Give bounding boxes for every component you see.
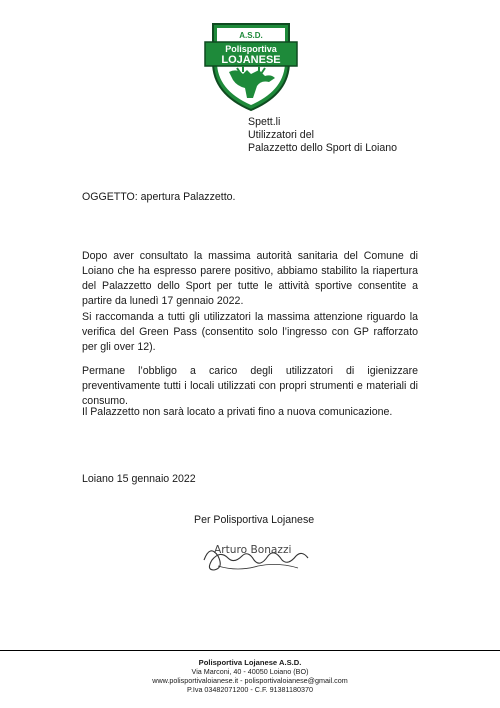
footer-tax-ids: P.Iva 03482071200 - C.F. 91381180370 xyxy=(186,685,314,694)
signature-name: Arturo Bonazzi xyxy=(214,544,292,556)
recipient-line1: Spett.li xyxy=(248,116,281,128)
footer-org-name: Polisportiva Lojanese A.S.D. xyxy=(198,658,302,667)
place-date: Loiano 15 gennaio 2022 xyxy=(82,473,196,485)
body-paragraph-4: Il Palazzetto non sarà locato a privati fino a nuova comunicazione. xyxy=(82,406,393,418)
logo-name-line1: Polisportiva xyxy=(225,44,277,54)
signature-org: Per Polisportiva Lojanese xyxy=(194,514,315,526)
subject-line: OGGETTO: apertura Palazzetto. xyxy=(82,191,236,203)
body-paragraph-2: Si raccomanda a tutti gli utilizzatori la massima attenzione riguardo la verifica del Green Pass (consentito solo l’ingresso con GP rafforzato per gli over 12). xyxy=(82,311,418,353)
footer xyxy=(0,658,500,694)
club-logo xyxy=(203,18,299,114)
footer-web-email: www.polisportivaloianese.it - polisportivaloianese@gmail.com xyxy=(152,676,348,685)
body-paragraph-3: Permane l’obbligo a carico degli utilizzatori di igienizzare preventivamente tutti i locali utilizzati con propri strumenti e materiali di consumo. xyxy=(82,365,418,407)
logo-name-line2: LOJANESE xyxy=(221,54,281,66)
recipient-block xyxy=(248,116,397,155)
footer-address: Via Marconi, 40 - 40050 Loiano (BO) xyxy=(191,667,309,676)
signature xyxy=(198,538,318,580)
logo-top-text: A.S.D. xyxy=(239,31,263,40)
footer-divider xyxy=(0,650,500,651)
recipient-line2: Utilizzatori del xyxy=(248,129,314,141)
deer-shield-icon xyxy=(203,18,299,114)
body-paragraph-1: Dopo aver consultato la massima autorità sanitaria del Comune di Loiano che ha espresso parere positivo, abbiamo stabilito la riapertura del Palazzetto dello Sport per tutte le attività sportive consentite a partire da lunedì 17 gennaio 2022. xyxy=(82,250,418,307)
recipient-line3: Palazzetto dello Sport di Loiano xyxy=(248,142,398,154)
